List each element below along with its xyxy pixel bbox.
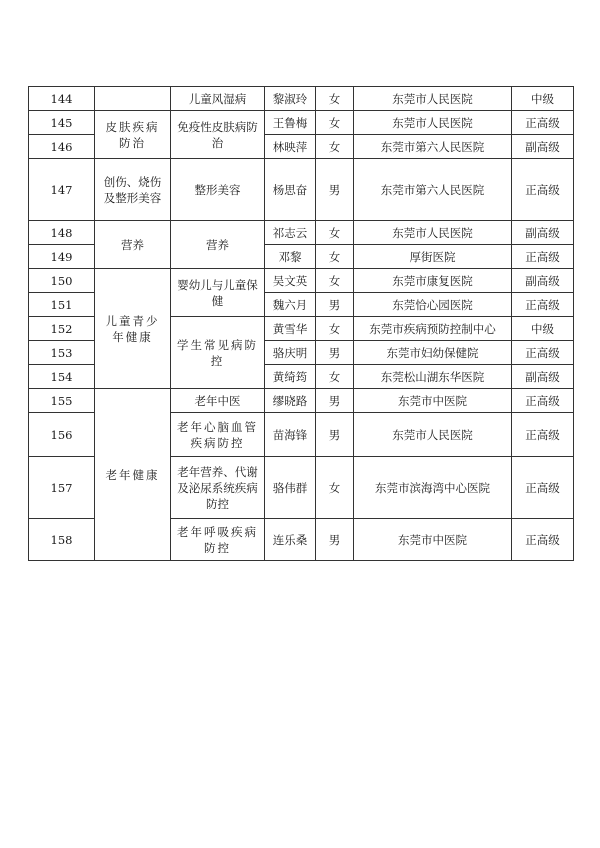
title-level: 中级 bbox=[512, 87, 574, 111]
title-level: 正高级 bbox=[512, 519, 574, 561]
row-number: 156 bbox=[29, 413, 95, 457]
expert-name: 吴文英 bbox=[265, 269, 316, 293]
subcategory-cell: 老年中医 bbox=[171, 389, 265, 413]
expert-name: 王鲁梅 bbox=[265, 111, 316, 135]
row-number: 151 bbox=[29, 293, 95, 317]
hospital: 东莞市滨海湾中心医院 bbox=[354, 457, 512, 519]
expert-name: 黎淑玲 bbox=[265, 87, 316, 111]
subcategory-cell: 学生常见病防控 bbox=[171, 317, 265, 389]
gender: 女 bbox=[316, 317, 354, 341]
gender: 男 bbox=[316, 519, 354, 561]
expert-name: 杨思奋 bbox=[265, 159, 316, 221]
hospital: 东莞市中医院 bbox=[354, 519, 512, 561]
title-level: 副高级 bbox=[512, 135, 574, 159]
expert-name: 苗海锋 bbox=[265, 413, 316, 457]
expert-name: 邓黎 bbox=[265, 245, 316, 269]
hospital: 东莞恰心园医院 bbox=[354, 293, 512, 317]
title-level: 中级 bbox=[512, 317, 574, 341]
hospital: 东莞市疾病预防控制中心 bbox=[354, 317, 512, 341]
table-row bbox=[29, 221, 574, 245]
table-row bbox=[29, 159, 574, 221]
subcategory-cell: 免疫性皮肤病防治 bbox=[171, 111, 265, 159]
category-cell: 皮肤疾病防治 bbox=[95, 111, 171, 159]
hospital: 东莞市人民医院 bbox=[354, 87, 512, 111]
hospital: 东莞市人民医院 bbox=[354, 111, 512, 135]
subcategory-cell: 营养 bbox=[171, 221, 265, 269]
gender: 女 bbox=[316, 245, 354, 269]
gender: 女 bbox=[316, 87, 354, 111]
subcategory-cell: 老年呼吸疾病防控 bbox=[171, 519, 265, 561]
gender: 女 bbox=[316, 365, 354, 389]
row-number: 153 bbox=[29, 341, 95, 365]
expert-name: 林映萍 bbox=[265, 135, 316, 159]
expert-name: 祁志云 bbox=[265, 221, 316, 245]
category-cell-empty bbox=[95, 87, 171, 111]
hospital: 东莞市第六人民医院 bbox=[354, 159, 512, 221]
hospital: 东莞市人民医院 bbox=[354, 413, 512, 457]
hospital: 东莞市中医院 bbox=[354, 389, 512, 413]
title-level: 正高级 bbox=[512, 111, 574, 135]
expert-roster-table bbox=[28, 86, 574, 561]
title-level: 正高级 bbox=[512, 341, 574, 365]
gender: 男 bbox=[316, 159, 354, 221]
row-number: 154 bbox=[29, 365, 95, 389]
row-number: 144 bbox=[29, 87, 95, 111]
gender: 女 bbox=[316, 221, 354, 245]
hospital: 东莞市康复医院 bbox=[354, 269, 512, 293]
expert-name: 骆庆明 bbox=[265, 341, 316, 365]
row-number: 146 bbox=[29, 135, 95, 159]
category-cell: 营养 bbox=[95, 221, 171, 269]
hospital: 东莞市人民医院 bbox=[354, 221, 512, 245]
gender: 女 bbox=[316, 457, 354, 519]
row-number: 145 bbox=[29, 111, 95, 135]
hospital: 厚街医院 bbox=[354, 245, 512, 269]
category-cell: 儿童青少年健康 bbox=[95, 269, 171, 389]
title-level: 正高级 bbox=[512, 293, 574, 317]
gender: 女 bbox=[316, 269, 354, 293]
title-level: 正高级 bbox=[512, 159, 574, 221]
gender: 女 bbox=[316, 135, 354, 159]
expert-name: 缪晓路 bbox=[265, 389, 316, 413]
gender: 男 bbox=[316, 413, 354, 457]
expert-name: 魏六月 bbox=[265, 293, 316, 317]
title-level: 正高级 bbox=[512, 457, 574, 519]
expert-name: 连乐桑 bbox=[265, 519, 316, 561]
expert-name: 黄绮筠 bbox=[265, 365, 316, 389]
gender: 男 bbox=[316, 293, 354, 317]
hospital: 东莞市妇幼保健院 bbox=[354, 341, 512, 365]
table-row bbox=[29, 269, 574, 293]
subcategory-cell: 老年营养、代谢及泌尿系统疾病防控 bbox=[171, 457, 265, 519]
row-number: 157 bbox=[29, 457, 95, 519]
gender: 女 bbox=[316, 111, 354, 135]
row-number: 155 bbox=[29, 389, 95, 413]
category-cell: 创伤、烧伤及整形美容 bbox=[95, 159, 171, 221]
gender: 男 bbox=[316, 389, 354, 413]
table-row bbox=[29, 111, 574, 135]
expert-name: 骆伟群 bbox=[265, 457, 316, 519]
title-level: 副高级 bbox=[512, 365, 574, 389]
table-row bbox=[29, 87, 574, 111]
subcategory-cell: 儿童风湿病 bbox=[171, 87, 265, 111]
gender: 男 bbox=[316, 341, 354, 365]
row-number: 147 bbox=[29, 159, 95, 221]
hospital: 东莞市第六人民医院 bbox=[354, 135, 512, 159]
title-level: 副高级 bbox=[512, 269, 574, 293]
title-level: 副高级 bbox=[512, 221, 574, 245]
category-cell: 老年健康 bbox=[95, 389, 171, 561]
subcategory-cell: 整形美容 bbox=[171, 159, 265, 221]
row-number: 149 bbox=[29, 245, 95, 269]
row-number: 150 bbox=[29, 269, 95, 293]
table-row bbox=[29, 389, 574, 413]
subcategory-cell: 婴幼儿与儿童保健 bbox=[171, 269, 265, 317]
hospital: 东莞松山湖东华医院 bbox=[354, 365, 512, 389]
expert-name: 黄雪华 bbox=[265, 317, 316, 341]
row-number: 148 bbox=[29, 221, 95, 245]
title-level: 正高级 bbox=[512, 413, 574, 457]
title-level: 正高级 bbox=[512, 245, 574, 269]
subcategory-cell: 老年心脑血管疾病防控 bbox=[171, 413, 265, 457]
title-level: 正高级 bbox=[512, 389, 574, 413]
row-number: 158 bbox=[29, 519, 95, 561]
row-number: 152 bbox=[29, 317, 95, 341]
